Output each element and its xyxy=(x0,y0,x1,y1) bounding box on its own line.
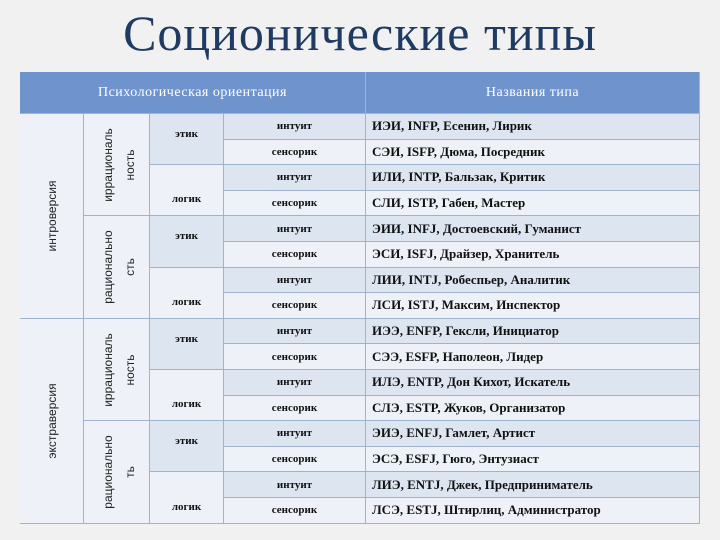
intuit-cell: интуит xyxy=(224,268,366,294)
irrational-cell-2 xyxy=(84,319,150,421)
rational-label-a: рационально xyxy=(101,230,115,304)
type-name-cell: ЛИЭ, ENTJ, Джек, Предприниматель xyxy=(366,472,700,498)
type-name-cell: ИЛИ, INTP, Бальзак, Критик xyxy=(366,165,700,191)
intuit-cell: интуит xyxy=(224,216,366,242)
extraversion-cell xyxy=(20,319,84,524)
sensor-cell: сенсорик xyxy=(224,242,366,268)
header-type-names: Названия типа xyxy=(366,72,700,114)
type-name-cell: ИЭЭ, ENFP, Гексли, Инициатор xyxy=(366,319,700,345)
type-name-cell: СЛИ, ISTP, Габен, Мастер xyxy=(366,191,700,217)
rational-label-b: ть xyxy=(123,466,137,478)
rational-cell-1 xyxy=(84,216,150,319)
type-name-cell: СЭИ, ISFP, Дюма, Посредник xyxy=(366,140,700,166)
irrational-label-a: иррациональ xyxy=(101,333,115,407)
irrational-label-a: иррациональ xyxy=(101,128,115,202)
logic-cell: логик xyxy=(150,165,224,216)
sensor-cell: сенсорик xyxy=(224,191,366,217)
introversion-label: интроверсия xyxy=(45,180,59,252)
type-name-cell: ЛСЭ, ESTJ, Штирлиц, Администратор xyxy=(366,498,700,524)
ethic-cell: этик xyxy=(150,114,224,165)
type-name-cell: ЛСИ, ISTJ, Максим, Инспектор xyxy=(366,293,700,319)
sensor-cell: сенсорик xyxy=(224,293,366,319)
logic-cell: логик xyxy=(150,472,224,523)
logic-cell: логик xyxy=(150,268,224,319)
type-name-cell: ЭИИ, INFJ, Достоевский, Гуманист xyxy=(366,216,700,242)
rational-cell-2 xyxy=(84,421,150,524)
logic-cell: логик xyxy=(150,370,224,421)
sensor-cell: сенсорик xyxy=(224,344,366,370)
extraversion-label: экстраверсия xyxy=(45,383,59,459)
ethic-cell: этик xyxy=(150,421,224,472)
header-orientation: Психологическая ориентация xyxy=(20,72,366,114)
intuit-cell: интуит xyxy=(224,165,366,191)
intuit-cell: интуит xyxy=(224,114,366,140)
sensor-cell: сенсорик xyxy=(224,396,366,422)
intuit-cell: интуит xyxy=(224,472,366,498)
type-name-cell: ЭСИ, ISFJ, Драйзер, Хранитель xyxy=(366,242,700,268)
sensor-cell: сенсорик xyxy=(224,498,366,524)
type-name-cell: ЛИИ, INTJ, Робеспьер, Аналитик xyxy=(366,268,700,294)
introversion-cell xyxy=(20,114,84,319)
rational-label-a: рационально xyxy=(101,435,115,509)
ethic-cell: этик xyxy=(150,319,224,370)
sensor-cell: сенсорик xyxy=(224,140,366,166)
ethic-cell: этик xyxy=(150,216,224,267)
sensor-cell: сенсорик xyxy=(224,447,366,473)
socionics-table xyxy=(20,72,700,524)
intuit-cell: интуит xyxy=(224,421,366,447)
type-name-cell: СЭЭ, ESFP, Наполеон, Лидер xyxy=(366,344,700,370)
irrational-cell-1 xyxy=(84,114,150,216)
type-name-cell: СЛЭ, ESTP, Жуков, Организатор xyxy=(366,396,700,422)
rational-label-b: сть xyxy=(123,258,137,276)
type-name-cell: ЭСЭ, ESFJ, Гюго, Энтузиаст xyxy=(366,447,700,473)
type-name-cell: ЭИЭ, ENFJ, Гамлет, Артист xyxy=(366,421,700,447)
intuit-cell: интуит xyxy=(224,370,366,396)
type-name-cell: ИЭИ, INFP, Есенин, Лирик xyxy=(366,114,700,140)
page-title: Соционические типы xyxy=(123,5,597,61)
irrational-label-b: ность xyxy=(123,149,137,181)
type-name-cell: ИЛЭ, ENTP, Дон Кихот, Искатель xyxy=(366,370,700,396)
irrational-label-b: ность xyxy=(123,354,137,386)
intuit-cell: интуит xyxy=(224,319,366,345)
